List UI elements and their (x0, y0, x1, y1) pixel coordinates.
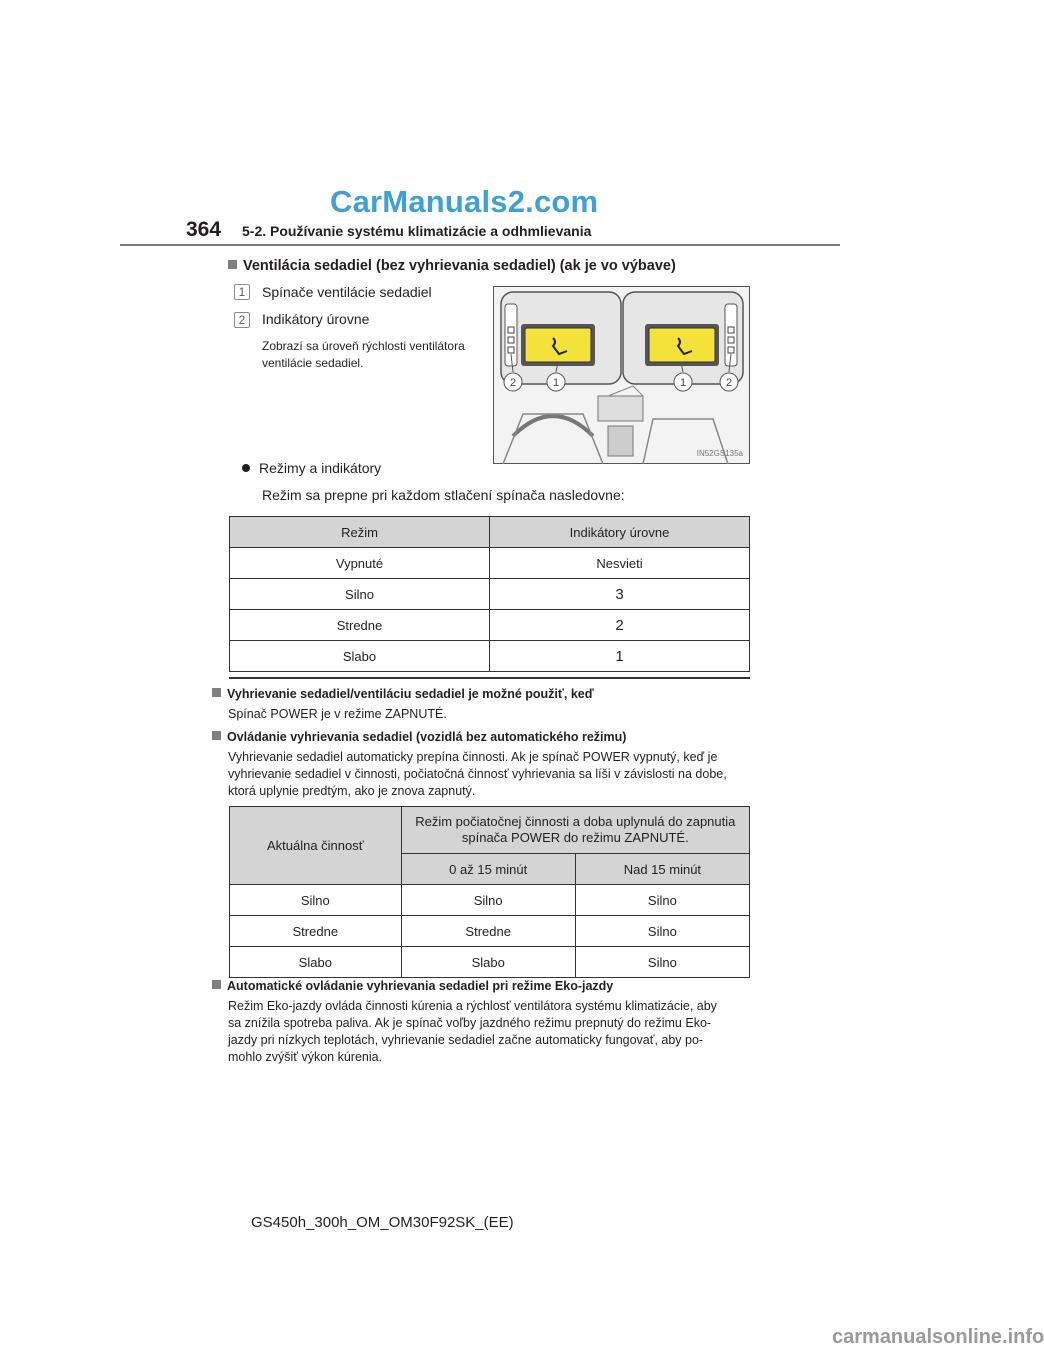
table-row: Slabo Slabo Silno (230, 947, 750, 978)
callout-1-right: 1 (679, 377, 687, 389)
item-number-2: 2 (234, 312, 250, 328)
section-heading: Ventilácia sedadiel (bez vyhrievania sedadiel) (ak je vo výbave) (228, 258, 676, 274)
figure-code: IN52GS135a (696, 449, 743, 458)
manual-code: GS450h_300h_OM_OM30F92SK_(EE) (251, 1214, 514, 1231)
note-heading: Ovládanie vyhrievania sedadiel (vozidlá bez automatického režimu) (212, 730, 626, 744)
item-number-1: 1 (234, 284, 250, 300)
header-level-indicators: Indikátory úrovne (490, 517, 750, 548)
note-heading: Automatické ovládanie vyhrievania sedadiel pri režime Eko-jazdy (212, 979, 613, 993)
square-bullet-icon (212, 731, 221, 740)
header-initial-mode: Režim počiatočnej činnosti a doba uplynulá do zapnutia spínača POWER do režimu ZAPNUTÉ. (401, 807, 749, 854)
square-bullet-icon (228, 260, 237, 269)
bullet-dot-icon (242, 464, 250, 472)
header-current-operation: Aktuálna činnosť (230, 807, 402, 885)
note-body: Vyhrievanie sedadiel automaticky prepína činnosti. Ak je spínač POWER vypnutý, keď je vyhrievanie sedadiel v činnosti, počiatočná činnosť vyhrievania sa líši v závislosti na dobe, ktorá uplynie predtým, ako je znova zapnutý. (228, 750, 727, 798)
header-0-15-min: 0 až 15 minút (401, 854, 575, 885)
square-bullet-icon (212, 980, 221, 989)
table-row: Slabo 1 (230, 641, 750, 672)
table-row: Stredne Stredne Silno (230, 916, 750, 947)
item-description: Zobrazí sa úroveň rýchlosti ventilátora ventilácie sedadiel. (262, 339, 465, 370)
callout-1-left: 1 (552, 377, 560, 389)
section-title: 5-2. Používanie systému klimatizácie a odhmlievania (242, 223, 592, 239)
table-row: Stredne 2 (230, 610, 750, 641)
modes-table (229, 516, 750, 672)
table-row: Silno Silno Silno (230, 885, 750, 916)
site-watermark: carmanualsonline.info (832, 1326, 1044, 1348)
table-row: Silno 3 (230, 579, 750, 610)
header-divider (120, 244, 840, 246)
table-header-row (230, 807, 750, 854)
callout-2-right: 2 (725, 377, 733, 389)
bullet-modes-title: Režimy a indikátory (242, 460, 381, 476)
square-bullet-icon (212, 688, 221, 697)
bullet-modes-desc: Režim sa prepne pri každom stlačení spínača nasledovne: (262, 487, 625, 503)
table-header-row (230, 517, 750, 548)
page-number: 364 (186, 218, 222, 241)
table-row: Vypnuté Nesvieti (230, 548, 750, 579)
note-body: Spínač POWER je v režime ZAPNUTÉ. (228, 707, 447, 721)
note-body: Režim Eko-jazdy ovláda činnosti kúrenia a rýchlosť ventilátora systému klimatizácie, aby sa znížila spotreba paliva. Ak je spínač voľby jazdného režimu prepnutý do režimu Eko- jazdy pri nízkych teplotách, vyhrievanie sedadiel začne automaticky fungovať, aby po- mohlo zvýšiť výkon kúrenia. (228, 999, 717, 1064)
note-heading: Vyhrievanie sedadiel/ventiláciu sedadiel je možné použiť, keď (212, 687, 594, 701)
notes-divider (229, 677, 750, 679)
header-over-15-min: Nad 15 minút (575, 854, 749, 885)
item-label-level-indicators: Indikátory úrovne (262, 311, 370, 327)
header-mode: Režim (230, 517, 490, 548)
callout-2-left: 2 (509, 377, 517, 389)
item-label-seat-ventilation-switches: Spínače ventilácie sedadiel (262, 284, 432, 300)
initial-operation-table (229, 806, 750, 978)
watermark-logo: CarManuals2.com (330, 184, 599, 219)
seat-ventilation-switch-illustration (493, 286, 750, 464)
